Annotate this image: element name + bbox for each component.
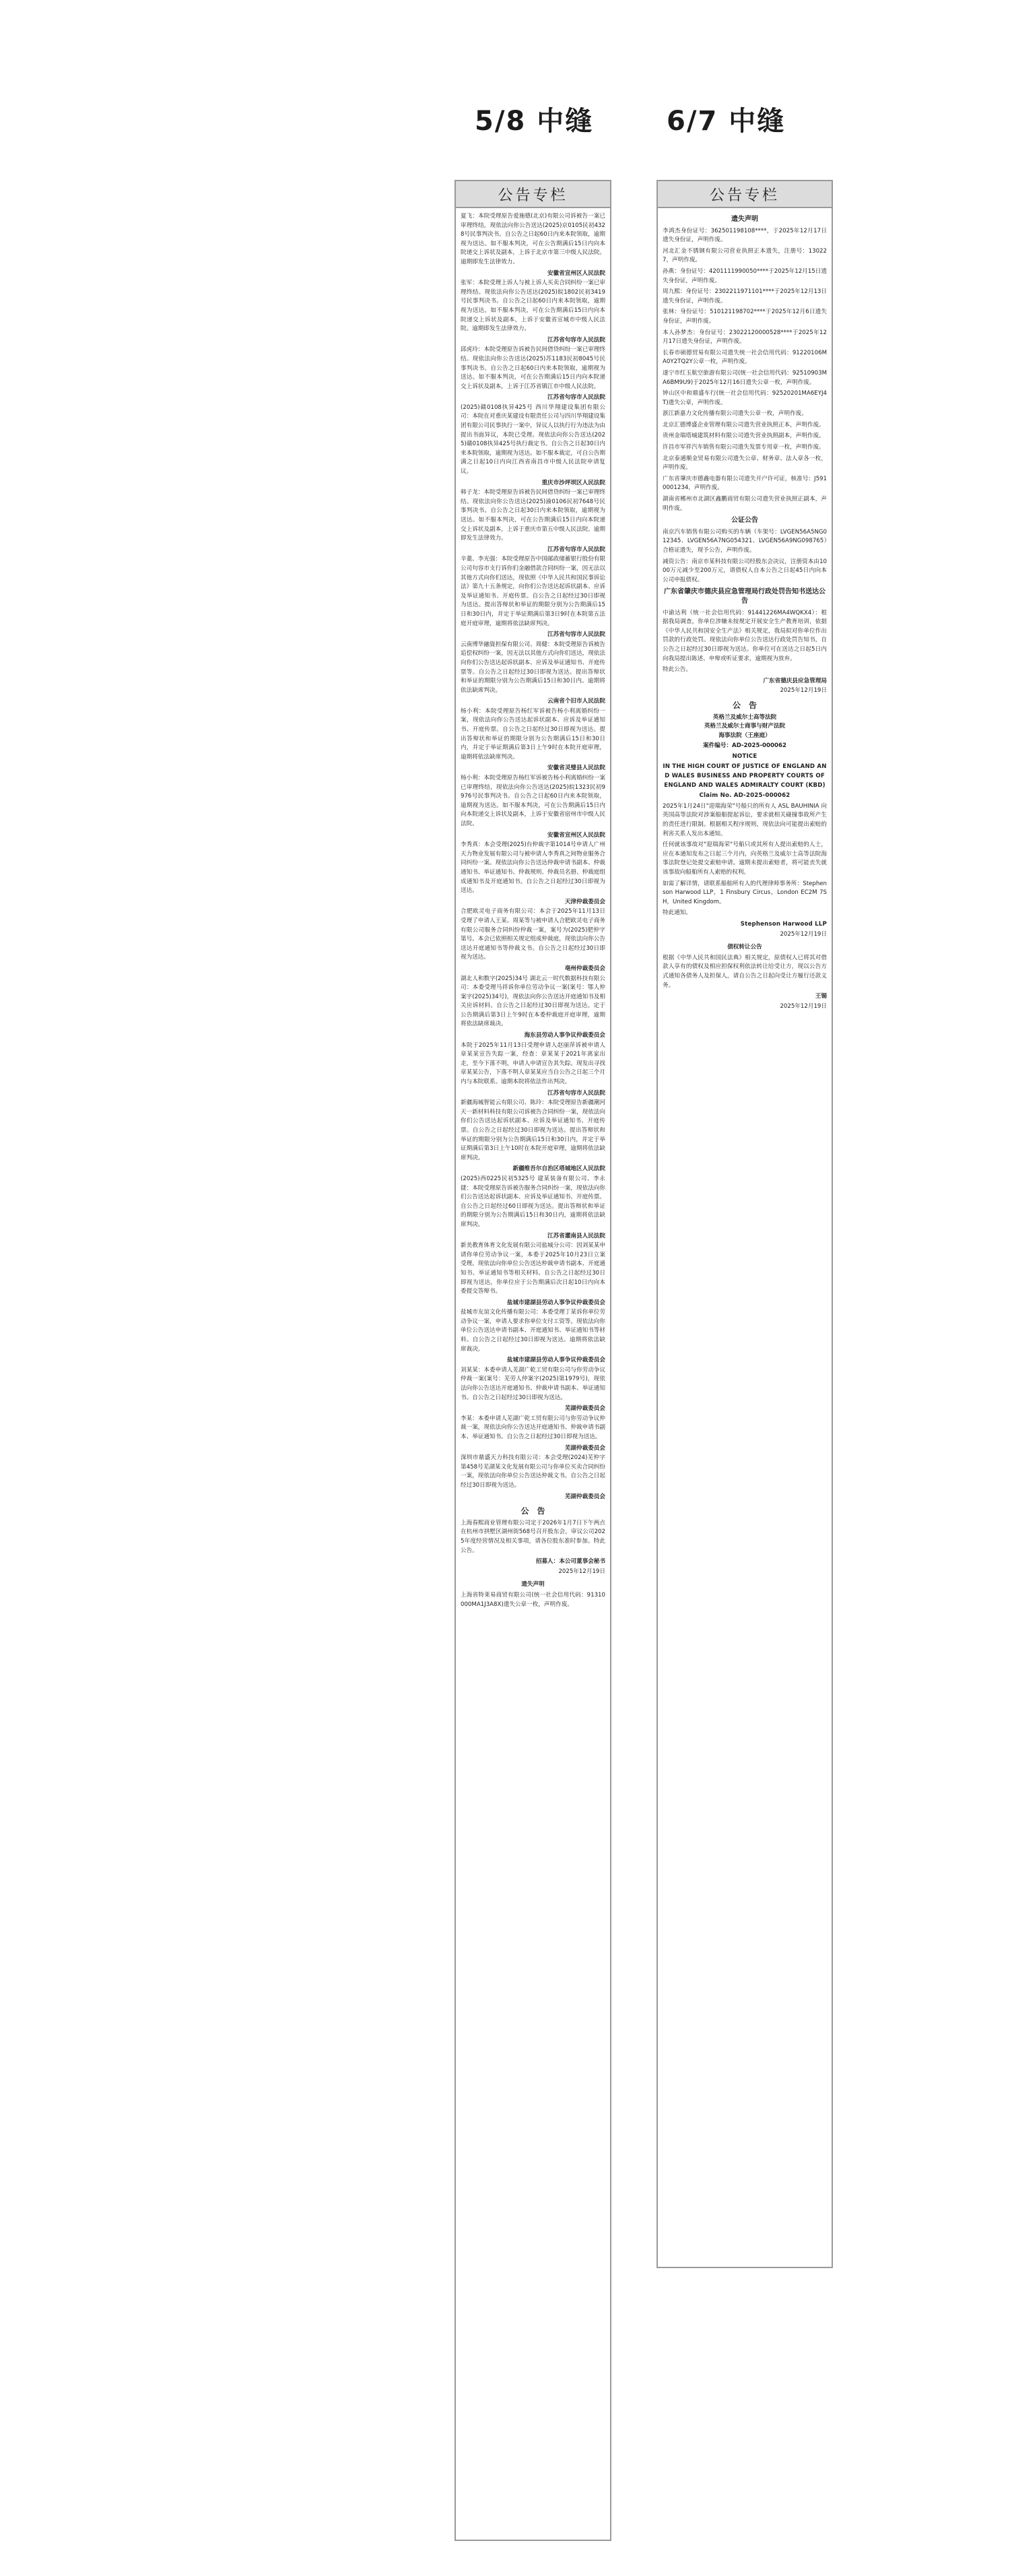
notice-paragraph: 邱虎玲：本院受理原告诉被告民间借贷纠纷一案已审理终结。现依法向你公告送达(2025)苏1183民初8045号民事判决书。自公告之日起60日内来本院领取，逾期视为送达。如不服本判决，可在公告期满后15日内向本院递交上诉状及副本，上诉于江苏省镇江市中级人民法院。 <box>461 346 605 390</box>
left-notice-list <box>461 212 605 1502</box>
right-notice-signature: Stephenson Harwood LLP <box>740 920 827 928</box>
issuer-signature: 海东县劳动人事争议仲裁委员会 <box>524 1032 605 1039</box>
left-notice-title: 公 告 <box>520 1506 545 1516</box>
section-item: 北京汇德博盛企业管理有限公司遗失营业执照正本，声明作废。 <box>663 421 825 428</box>
section-item: 孙燕：身份证号：4201111990050****于2025年12月15日遗失身份证，声明作废。 <box>663 267 827 284</box>
section-item: 减资公告：南京市某科技有限公司经股东会决议，注册资本由1000万元减少至200万元，请债权人自本公告之日起45日内向本公司申报债权。 <box>663 558 827 583</box>
left-notice-signature: 招募人：本公司董事会秘书 <box>535 1558 605 1566</box>
right-wish-date: 2025年12月19日 <box>780 1002 827 1010</box>
notice-paragraph: 夏飞：本院受理原告爱施德(北京)有限公司诉被告一案已审理终结，现依法向你公告送达(2025)京0105民初4328号民事判决书。自公告之日起60日内来本院领取，逾期视为送达。如不服本判决，可在公告期满后15日内向本院递交上诉状及副本，上诉于北京市第三中级人民法院。逾期即发生法律效力。 <box>461 213 605 265</box>
notice-column-left <box>454 180 611 2541</box>
issuer-signature: 江苏省灌南县人民法院 <box>547 1232 605 1239</box>
page-label-right: 6/7 中缝 <box>667 106 786 137</box>
left-notice-text: 上海春熙商业管理有限公司定于2026年1月7日下午两点在杭州市拱墅区湖州街568号召开股东会，审议公司2025年度经营情况及相关事项，请各位股东准时参加。特此公告。 <box>461 1519 605 1554</box>
notice-paragraph: 深圳市鼎盛天力科技有限公司：本会受理(2024)芜仲字第458号芜湖某文化发展有限公司与你单位买卖合同纠纷一案，现依法向你单位公告送达仲裁文书。自公告之日起经过30日即视为送达。 <box>461 1454 605 1489</box>
section-item: 贵州金瑞塔城建筑材料有限公司遗失营业执照副本，声明作废。 <box>663 432 825 440</box>
notice-paragraph: 李某：本委申请人芜湖广乾工贸有限公司与你劳动争议仲裁一案，现依法向你公告送达开庭通知书、仲裁申请书副本、举证通知书。自公告之日起经过30日即视为送达。 <box>461 1415 605 1440</box>
court-name-cn: 英格兰及威尔士高等法院 英格兰及威尔士商事与财产法院 海事法院（王座庭） <box>704 713 786 739</box>
section-heading: 遗失声明 <box>731 216 758 223</box>
court-name-en: IN THE HIGH COURT OF JUSTICE OF ENGLAND AND WALES BUSINESS AND PROPERTY COURTS OF ENGLAND AND WALES ADMIRALTY COURT (KBD) <box>663 763 827 789</box>
right-notice-body <box>663 802 827 918</box>
section-item: 特此公告。 <box>663 666 692 674</box>
case-number: 案件编号：AD-2025-000062 <box>703 742 786 750</box>
issuer-signature: 盐城市建湖县劳动人事争议仲裁委员会 <box>506 1357 605 1364</box>
issuer-signature: 重庆市沙坪坝区人民法院 <box>541 479 605 486</box>
notice-paragraph: (2025)赣0108执异425号 西川华翔建设集团有限公司：本院在对重庆某建设有限责任公司与四川华翔建设集团有限公司民事执行一案中，异议人以执行行为违法为由提出书面异议，本院已受理。现依法向你公告送达(2025)赣0108执异425号执行裁定书。自公告之日起30日内来本院领取，逾期视为送达。如不服本裁定，可自公告期满之日起10日内向江西省南昌市中级人民法院申请复议。 <box>461 404 605 476</box>
issuer-signature: 亳州仲裁委员会 <box>564 965 605 972</box>
section-heading: 广东省肇庆市德庆县应急管理局行政处罚告知书送达公告 <box>664 588 826 605</box>
issuer-signature: 江苏省句容市人民法院 <box>547 546 605 553</box>
notice-paragraph: 新疆海城智能云有限公司、陈玲：本院受理原告新疆潮河天一新材料科技有限公司诉被告合同纠纷一案，现依法向你们公告送达起诉状副本、应诉及举证通知书、开庭传票。自公告之日起经过30日即视为送达。提出答辩状和举证的期限分别为公告期满后15日和30日内，并定于举证期满后第3日上午10时在本院开庭审理，逾期将依法缺席判决。 <box>461 1099 605 1161</box>
notice-english: NOTICE <box>732 752 758 760</box>
section-item: 河北汇金不锈钢有限公司营业执照正本遗失，注册号：130227，声明作废。 <box>663 247 827 264</box>
issuer-signature: 天津仲裁委员会 <box>564 898 605 905</box>
section-item: 广东省肇庆市德鑫电器有限公司遗失开户许可证，核准号：J5910001234，声明作废。 <box>663 475 827 492</box>
section-item: 许昌市军祥汽车销售有限公司遗失发票专用章一枚，声明作废。 <box>663 444 825 451</box>
issuer-signature: 芜湖仲裁委员会 <box>564 1444 605 1452</box>
notice-paragraph: 刘某某：本委申请人芜湖广乾工贸有限公司与你劳动争议仲裁一案(案号：芜劳人仲案字(2025)第1979号)，现依法向你公告送达开庭通知书、仲裁申请书副本、举证通知书。自公告之日起经过30日即视为送达。 <box>461 1366 605 1401</box>
issuer-signature: 江苏省句容市人民法院 <box>547 336 605 344</box>
right-wish-text: 根据《中华人民共和国民法典》相关规定，原债权人已将其对借款人享有的债权及相应担保权利依法转让给受让方，现以公告方式通知各债务人及担保人，请自公告之日起向受让方履行还款义务。 <box>663 954 827 989</box>
right-notice-date: 2025年12月19日 <box>780 930 827 938</box>
notice-body-paragraph: 如需了解详情，请联系船舶所有人的代理律师事务所：Stephenson Harwood LLP，1 Finsbury Circus，London EC2M 7SH，United Kingdom。 <box>663 880 827 905</box>
notice-body-paragraph: 2025年1月24日"迎瑞海荣"号船只的所有人 ASL BAUHINIA 向英国高等法院对涉案船舶提起诉讼，要求就相关碰撞事故所产生的责任进行限制。根据相关程序规则，现依法向可能提出索赔的利害关系人发出本通知。 <box>663 802 827 837</box>
section-item: 中渝达利（统一社会信用代码：91441226MA4WQKX4）：根据我局调查，你单位涉嫌未按规定开展安全生产教育培训，依据《中华人民共和国安全生产法》相关规定，我局拟对你单位作出罚款的行政处罚。现依法向你单位公告送达行政处罚告知书，自公告之日起经过30日即视为送达。你单位可在送达之日起5日内向我局提出陈述、申辩或听证要求，逾期视为放弃。 <box>663 609 827 662</box>
notice-paragraph: 云南博华融資担保有限公司、周健：本院受理原告诉被告追偿权纠纷一案，因无法以其他方式向你们送达，现依法向你们公告送达起诉状副本、应诉及举证通知书、开庭传票等。自公告之日起经过30日即视为送达。提出答辩状和举证的期限分别为公告期满后15日和30日内。逾期将依法缺席判决。 <box>461 641 605 694</box>
section-item: 遂宁市红玉航空旅游有限公司(统一社会信用代码：92510903MA6BM9U9)于2025年12月16日遗失公章一枚，声明作废。 <box>663 369 827 386</box>
section-heading: 公证公告 <box>731 517 758 525</box>
left-notice-date: 2025年12月19日 <box>558 1568 605 1575</box>
notice-paragraph: (2025)西0225民初5325号 建某装备有限公司、李永捷：本院受理原告诉被告服务合同纠纷一案，现依法向你们公告送达起诉状副本、应诉及举证通知书、开庭传票。自公告之日起经过60日即视为送达。提出答辩状和举证的期限分别为公告期满后15日和30日内，逾期将依法缺席判决。 <box>461 1175 605 1228</box>
issuer-signature: 新疆维吾尔自治区塔城地区人民法院 <box>512 1165 605 1173</box>
issuer-signature: 云南省个旧市人民法院 <box>547 698 605 705</box>
issuer-signature: 安徽省宣州区人民法院 <box>547 831 605 839</box>
notice-column-right <box>656 180 833 2268</box>
issuer-signature: 盐城市建湖县劳动人事争议仲裁委员会 <box>506 1299 605 1306</box>
section-item: 周九熙：身份证号：2302211971101****于2025年12月13日遗失身份证，声明作废。 <box>663 288 827 304</box>
notice-paragraph: 韩子龙：本院受理原告诉被告民间借贷纠纷一案已审理终结。现依法向你公告送达(2025)渝0106民初7648号民事判决书。自公告之日起30日内来本院领取，逾期视为送达。如不服本判决，可在公告期满后15日内向本院递交上诉状及副本，上诉于重庆市第五中级人民法院。逾期即发生法律效力。 <box>461 489 605 542</box>
section-item: 湖南省郴州市北湖区鑫鹏商贸有限公司遗失营业执照正副本，声明作废。 <box>663 496 827 512</box>
section-item: 本人孙梦杰：身份证号：23022120000528****于2025年12月17日遗失身份证，声明作废。 <box>663 329 827 346</box>
column-body-left <box>456 208 610 1615</box>
issuer-signature: 江苏省句容市人民法院 <box>547 631 605 639</box>
notice-paragraph: 杨小利：本院受理原告杨红军诉被告杨小利离婚纠纷一案，现依法向你公告送达起诉状副本、应诉及举证通知书、开庭传票。自公告之日起经过30日即视为送达。提出答辩状和举证的期限分别为公告期满后15日和30日内，并定于举证期满后第3日上午9时在本院开庭审理，逾期将依法缺席判决。 <box>461 707 605 761</box>
notice-paragraph: 张军：本院受理上诉人与被上诉人买卖合同纠纷一案已审理终结。现依法向你公告送达(2025)皖1802民初3419号民事判决书。自公告之日起60日内来本院领取，逾期视为送达。如不服本判决，可在公告期满后15日内向本院递交上诉状及副本，上诉于安徽省宣城市中级人民法院。逾期即发生法律效力。 <box>461 280 605 333</box>
section-item: 李鸿杰身份证号：362501198108****，于2025年12月17日遗失身份证，声明作废。 <box>663 227 827 244</box>
notice-paragraph: 辛董、李光强：本院受理原告中国邮政储蓄银行股份有限公司句容市支行诉你们金融借款合同纠纷一案，因无法以其他方式向你们送达，现依照《中华人民共和国民事诉讼法》第九十五条规定，向你们公告送达起诉状副本、应诉及举证通知书、开庭传票。自公告之日起经过30日即视为送达。提出答辩状和举证的期限分别为公告期满后15日和30日内，并定于举证期满后第3日9时在本院第五法庭开庭审理，逾期将依法缺席判决。 <box>461 556 605 627</box>
right-wish-head: 债权转让公告 <box>727 944 762 951</box>
column-header-right: 公告专栏 <box>658 181 832 208</box>
notice-paragraph: 新美教育体育文化发展有限公司盐城分公司：因刘某某申请你单位劳动争议一案，本委于2025年10月23日立案受理。现依法向你单位公告送达仲裁申请书副本、开庭通知书、举证通知书等相关材料。自公告之日起经过30日即视为送达，你单位应于公告期满后次日起10日内向本委提交答辩书。 <box>461 1242 605 1295</box>
notice-body-paragraph: 特此通知。 <box>663 909 692 917</box>
right-notice-head: 公 告 <box>732 700 757 710</box>
notice-paragraph: 合肥欧灵电子商务有限公司：本会于2025年11月13日受理了申请人王某、周某等与被申请人合肥欧灵电子商务有限公司服务合同纠纷仲裁一案，案号为(2025)肥仲字第号。本会已依照相关规定组成仲裁庭，现依法向你公告送达开庭通知书等仲裁文书。自公告之日起经过30日即视为送达。 <box>461 908 605 961</box>
right-section-list <box>663 215 827 675</box>
notice-paragraph: 盐城市友谊文化传播有限公司：本委受理丁某诉你单位劳动争议一案，申请人要求你单位支付工资等。现依法向你单位公告送达申请书副本、开庭通知书、举证通知书等材料。自公告之日起经过30日即视为送达。逾期将依法缺席裁决。 <box>461 1309 605 1353</box>
column-body-right <box>658 208 832 1019</box>
notice-paragraph: 杨小利：本院受理原告杨红军诉被告杨小利离婚纠纷一案已审理终结，现依法向你公告送达(2025)皖1323民初9976号民事判决书。自公告之日起60日内来本院领取，逾期视为送达。如不服本判决，可在公告期满后15日内向本院递交上诉状及副本，上诉于安徽省宿州市中级人民法院。 <box>461 775 605 827</box>
page-label-left: 5/8 中缝 <box>475 106 594 137</box>
notice-paragraph: 本院于2025年11月13日受理申请人赵丽萍诉被申请人章某某宣告失踪一案，经查：章某某于2021年离家出走，至今下落不明，申请人申请宣告其失踪。现发出寻找章某某公告，下落不明人章某某应当自公告之日起三个月内与本院联系。逾期本院将依法作出判决。 <box>461 1041 605 1086</box>
notice-paragraph: 湖北人和数字(2025)34号 湖北云一时代数据科技有限公司：本委受理马祥诉你单位劳动争议一案(案号：鄂人仲案字(2025)34号)，现依法向你公告送达开庭通知书及相关应诉材料。自公告之日起经过30日即视为送达。定于公告期满后第3日上午9时在本委仲裁庭开庭审理，逾期将依法缺席裁决。 <box>461 975 605 1028</box>
column-header-left: 公告专栏 <box>456 181 610 208</box>
issuer-signature: 安徽省宣州区人民法院 <box>547 269 605 277</box>
notice-paragraph: 李秀真：本会受理(2025)台仲裁字第1014号申请人广州天力物业发展有限公司与被申请人李秀真之间物业服务合同纠纷一案。现依法向你公告送达仲裁申请书副本、仲裁通知书、举证通知书、仲裁规则、仲裁员名册、仲裁庭组成通知书及开庭通知书。自公告之日起经过30日即视为送达。 <box>461 841 605 895</box>
right-wish-signature: 王锡 <box>815 993 827 1000</box>
left-lost-head: 遗失声明 <box>521 1581 545 1588</box>
claim-number: Claim No. AD-2025-000062 <box>699 792 790 800</box>
section-item: 张林：身份证号：510121198702****于2025年12月6日遗失身份证，声明作废。 <box>663 309 827 325</box>
issuer-signature: 安徽省灵璧县人民法院 <box>547 765 605 772</box>
issuer-signature: 江苏省句容市人民法院 <box>547 1089 605 1097</box>
right-date-1: 2025年12月19日 <box>780 687 827 695</box>
notice-body-paragraph: 任何就该事故对"迎瑞海荣"号船只或其所有人提出索赔的人士，应在本通知发布之日起三个月内，向英格兰及威尔士高等法院海事法院登记处提交索赔申请。逾期未提出索赔者，将可能丧失就该事故向船舶所有人索赔的权利。 <box>663 841 827 876</box>
section-item: 北京泰通顺金贸易有限公司遗失公章、财务章、法人章各一枚，声明作废。 <box>663 455 827 472</box>
issuer-signature: 江苏省句容市人民法院 <box>547 394 605 401</box>
left-lost-text: 上海省特莱易商贸有限公司(统一社会信用代码：91310000MA1J3A8X)遗失公章一枚，声明作废。 <box>461 1591 605 1608</box>
right-signature-1: 广东省德庆县应急管理局 <box>763 677 827 684</box>
section-item: 长春市硕德贸易有限公司遗失统一社会信用代码：91220106MA0Y2TQ2Y公章一枚，声明作废。 <box>663 349 827 366</box>
section-item: 南京汽车销售有限公司购买的车辆（车架号：LVGEN56A5NG012345、LVGEN56A7NG054321、LVGEN56A9NG098765）合格证遗失，现予公告，声明作废。 <box>663 528 827 554</box>
issuer-signature: 芜湖仲裁委员会 <box>564 1405 605 1413</box>
issuer-signature: 芜湖仲裁委员会 <box>564 1493 605 1500</box>
section-item: 钟山区中和鼎盛车行(统一社会信用代码：92520201MA6EYJ4T)遗失公章，声明作废。 <box>663 390 827 406</box>
section-item: 浙江新嘉力文化传播有限公司遗失公章一枚，声明作废。 <box>663 410 807 418</box>
